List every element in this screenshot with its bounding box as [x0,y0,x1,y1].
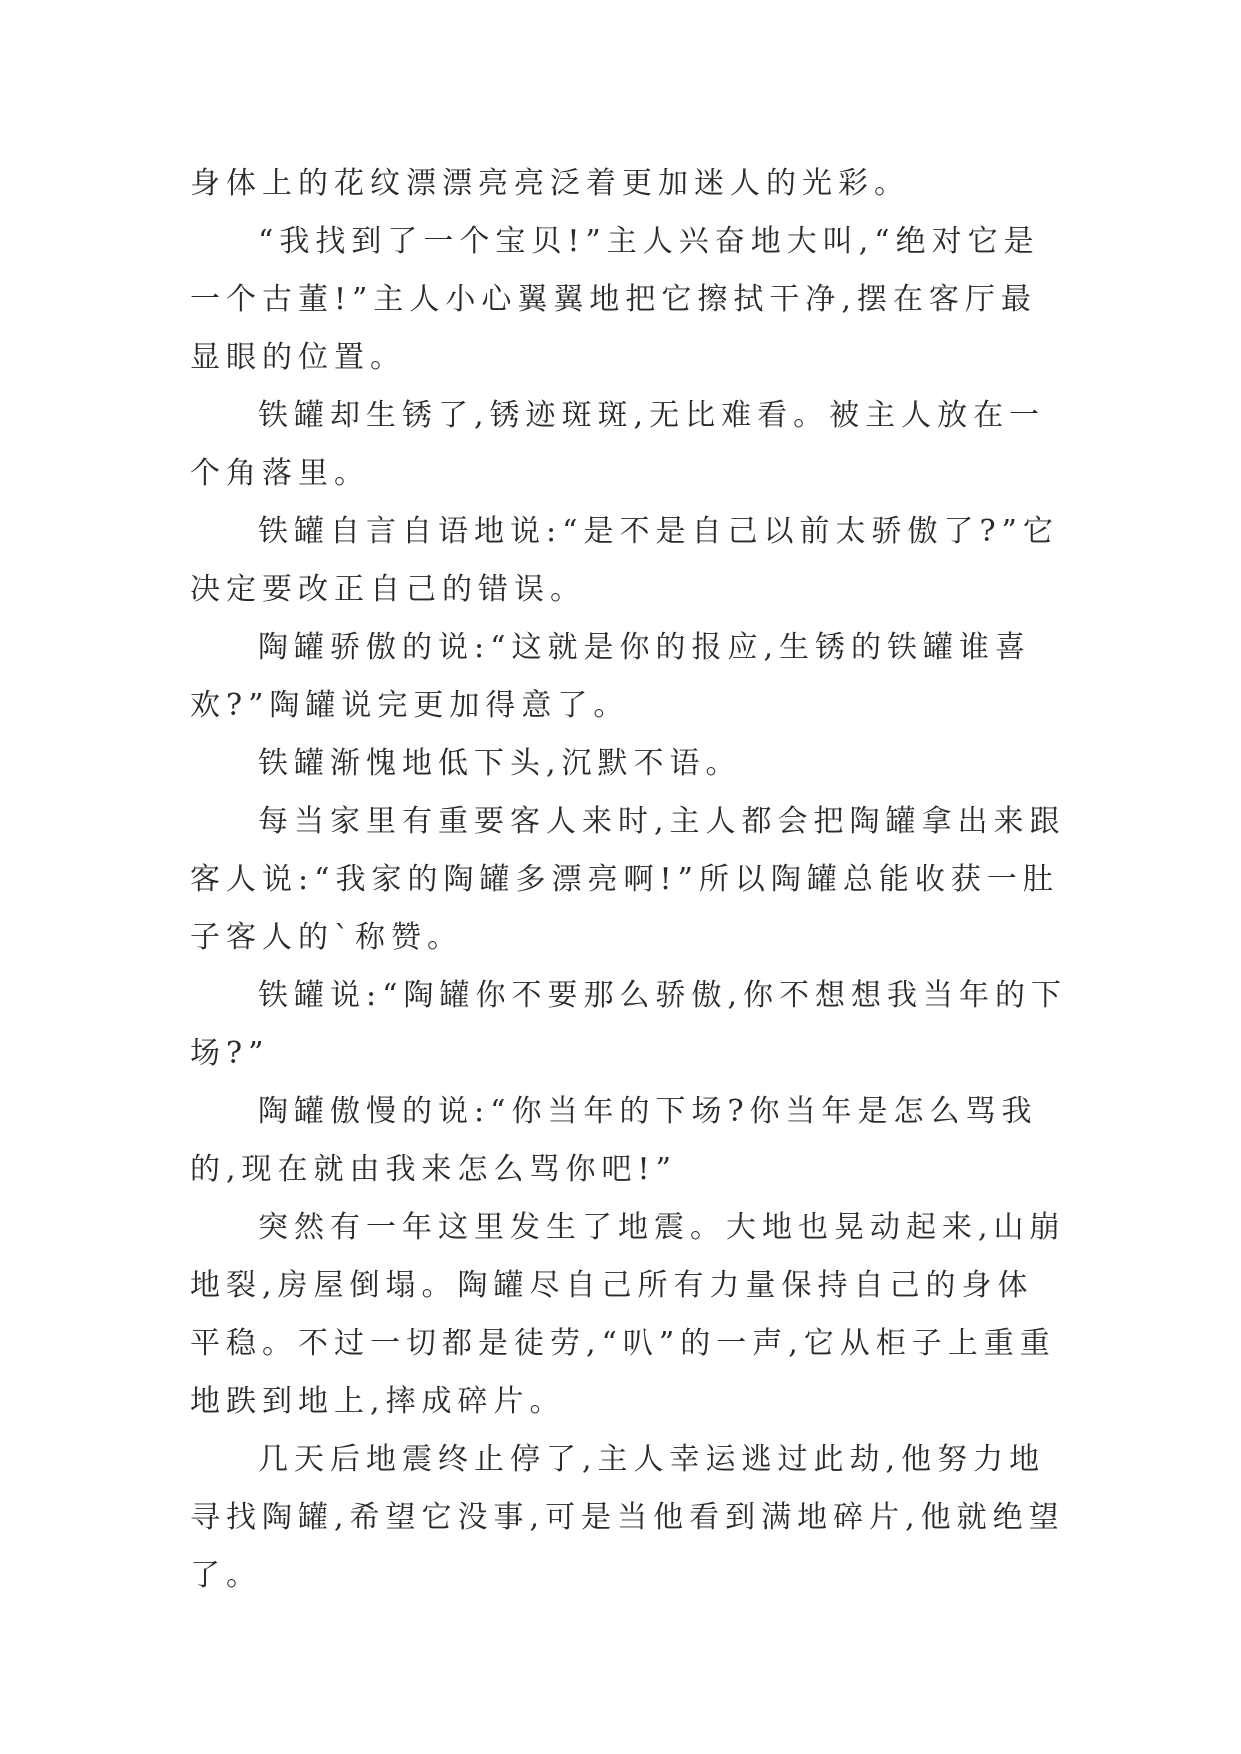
paragraph: 突然有一年这里发生了地震。大地也晃动起来,山崩地裂,房屋倒塌。陶罐尽自己所有力量保持自己的身体平稳。不过一切都是徒劳,“叭”的一声,它从柜子上重重地跌到地上,摔成碎片。 [190,1210,1066,1419]
paragraph: 铁罐自言自语地说:“是不是自己以前太骄傲了?”它决定要改正自己的错误。 [190,514,1059,607]
paragraph: 铁罐却生锈了,锈迹斑斑,无比难看。被主人放在一个角落里。 [190,398,1046,491]
paragraph: 陶罐骄傲的说:“这就是你的报应,生锈的铁罐谁喜欢?”陶罐说完更加得意了。 [190,630,1031,723]
paragraph: 铁罐说:“陶罐你不要那么骄傲,你不想想我当年的下场?” [190,978,1067,1071]
paragraph: 铁罐渐愧地低下头,沉默不语。 [258,746,742,781]
paragraph: 身体上的花纹漂漂亮亮泛着更加迷人的光彩。 [190,166,910,201]
story-text [190,155,1068,1605]
paragraph: “我找到了一个宝贝!”主人兴奋地大叫,“绝对它是一个古董!”主人小心翼翼地把它擦拭干净,摆在客厅最显眼的位置。 [190,224,1040,375]
paragraph: 几天后地震终止停了,主人幸运逃过此劫,他努力地寻找陶罐,希望它没事,可是当他看到满地碎片,他就绝望了。 [190,1442,1065,1593]
paragraph: 每当家里有重要客人来时,主人都会把陶罐拿出来跟客人说:“我家的陶罐多漂亮啊!”所以陶罐总能收获一肚子客人的`称赞。 [190,804,1066,955]
paragraph: 陶罐傲慢的说:“你当年的下场?你当年是怎么骂我的,现在就由我来怎么骂你吧!” [190,1094,1038,1187]
